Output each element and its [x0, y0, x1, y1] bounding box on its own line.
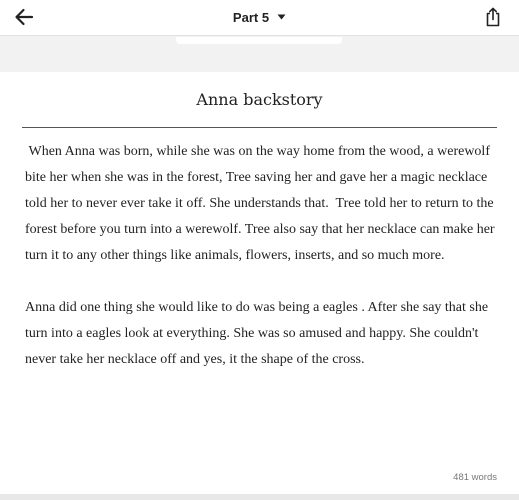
back-button[interactable] — [10, 5, 38, 29]
story-card — [0, 72, 519, 494]
part-selector-dropdown[interactable] — [190, 0, 330, 34]
story-title: Anna backstory — [196, 90, 323, 109]
header-tab-strip — [176, 37, 342, 44]
caret-down-icon — [277, 14, 286, 20]
story-paragraph: Anna did one thing she would like to do was being a eagles . After she say that she turn into a eagles look at everything. She was so amused and happy. She couldn't never take her necklace off and yes, it the shape of the cross. — [25, 300, 489, 367]
word-count: 481 words — [453, 472, 497, 483]
arrow-left-icon — [14, 8, 34, 26]
share-icon — [485, 7, 501, 27]
part-label: Part 5 — [232, 9, 270, 25]
story-paragraph: When Anna was born, while she was on the way home from the wood, a werewolf bite her when she was in the forest, Tree saving her and gave her a magic necklace told her to never ever take it off. She understands that. Tree told her to return to the forest before you turn into a werewolf. Tree also say that her necklace can make her turn it to any other things like animals, flowers, inserts, and so much more. — [25, 144, 499, 263]
top-app-bar — [0, 0, 519, 36]
header-spacer — [0, 37, 519, 72]
share-button[interactable] — [481, 4, 505, 30]
story-text — [25, 139, 497, 373]
title-divider — [22, 127, 497, 128]
bottom-edge — [0, 494, 519, 500]
